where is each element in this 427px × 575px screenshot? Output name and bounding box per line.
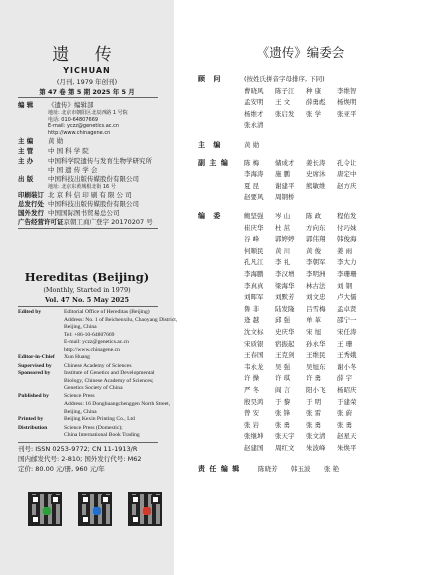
row-value: 黄 勋 [48, 137, 64, 146]
member-name: 刘文忠 [306, 293, 326, 302]
row-value: Editorial Office of Hereditas (Beijing) [64, 309, 150, 315]
qr-code [78, 492, 112, 526]
row-label: 广告经营许可证 [18, 218, 64, 227]
masthead-row-cn [18, 147, 89, 156]
qr-finder [131, 515, 140, 524]
member-name: 陈 政 [306, 212, 322, 220]
member-name: 王秀娥 [337, 351, 357, 360]
name-row [244, 120, 368, 132]
member-name: 谢建平 [275, 181, 295, 190]
name-row [244, 339, 368, 351]
name-row [244, 304, 368, 316]
name-row [244, 269, 368, 281]
member-name: 姜长涛 [306, 158, 326, 167]
masthead-row-en [18, 317, 177, 325]
name-row [244, 431, 368, 443]
row-value: Science Press [64, 392, 95, 399]
row-value: Chinese Academy of Sciences [64, 362, 132, 369]
name-row [244, 192, 368, 204]
row-label: 总发行处 [18, 200, 44, 209]
member-name: 王春国 [244, 351, 264, 360]
member-name: 施 鹏 [275, 170, 291, 179]
row-value: Xun Huang [64, 354, 90, 360]
board-members-names [244, 211, 368, 454]
member-name: 刘默芳 [275, 293, 295, 302]
member-name: 唐定中 [337, 170, 357, 179]
masthead-row-en [18, 339, 129, 347]
responsible-editors-names [258, 464, 357, 476]
member-name: 卢大儒 [337, 293, 357, 302]
masthead-row-en [18, 393, 95, 401]
name-row [244, 327, 368, 339]
member-name: 黄 勋 [244, 141, 260, 149]
row-value: http://www.chinagene.cn [64, 346, 120, 353]
row-value: 北 京 科 信 印 刷 有 限 公 司 [48, 191, 132, 200]
editor-address-line: 地址: 北京市朝阳区北辰西路 1 号院 [48, 110, 128, 116]
member-name: 鲍坚强 [244, 212, 264, 220]
member-name: 殷昊鸿 [244, 397, 264, 406]
member-name: 孔令让 [337, 158, 357, 167]
member-name: 许 勇 [306, 374, 322, 383]
name-row [244, 234, 368, 246]
row-value: Genetics Society of China [64, 385, 123, 391]
member-name: 郭伟翔 [306, 235, 326, 244]
row-value: Tel: +86-10-64807669 [64, 331, 115, 338]
member-name: 赵建国 [244, 443, 264, 452]
editor-address-line: http://www.chinagene.cn [48, 129, 111, 136]
member-name: 陆发隆 [275, 304, 295, 313]
member-name: 史席沐 [306, 170, 326, 179]
row-label: Printed by [18, 416, 44, 422]
member-name: 储成才 [275, 158, 295, 167]
postal-code-line: 国内邮发代号: 2-810; 国外发行代号: M62 [18, 454, 142, 463]
member-name: 李海涛 [244, 170, 264, 179]
qr-finder [31, 515, 40, 524]
divider [18, 306, 158, 307]
name-row [244, 158, 368, 170]
name-row [244, 169, 368, 181]
masthead-row-en [18, 432, 140, 440]
member-name: 杜 茁 [275, 223, 291, 232]
member-name: 宿振起 [275, 339, 295, 348]
issn-line: 刊号: ISSN 0253-9772; CN 11-1913/R [18, 444, 138, 453]
member-name: 于 黎 [275, 397, 291, 406]
publisher-address-line: 地址: 北京东黄城根北街 16 号 [48, 184, 116, 191]
name-row [244, 408, 368, 420]
member-name: 鲁 非 [244, 304, 260, 313]
row-value: China International Book Trading [64, 432, 140, 438]
member-name: 吴 强 [275, 362, 291, 371]
member-name: 陈子江 [275, 86, 295, 95]
member-name: 张 雷 [306, 409, 322, 418]
name-row [244, 97, 368, 109]
row-value: 京朝工商广登字 20170207 号 [63, 218, 153, 227]
name-row [244, 385, 368, 397]
qr-finder [31, 495, 40, 504]
member-name: 张 岩 [244, 420, 260, 429]
member-name: 夏 昆 [244, 181, 260, 190]
member-name: 韦永龙 [244, 362, 264, 371]
masthead-row-en [18, 370, 154, 378]
qr-center-logo [143, 507, 151, 515]
name-row [244, 362, 368, 374]
member-name: 张 勇 [306, 420, 322, 429]
journal-title-en: YICHUAN [63, 66, 111, 75]
member-name: 刘 钢 [337, 281, 353, 290]
row-label: Distribution [18, 424, 48, 431]
member-name: 张 蔚 [337, 409, 353, 418]
member-name: 张天宇 [275, 432, 295, 441]
row-label: 主 编 [18, 137, 34, 146]
member-name: 韩俊海 [337, 235, 357, 244]
member-name: 黄 川 [275, 246, 291, 255]
name-row [244, 257, 368, 269]
issue-info-cn: 第 47 卷 第 5 期 2025 年 5 月 [39, 88, 135, 96]
member-name: 单 革 [306, 316, 322, 325]
member-name: 宋 旭 [306, 327, 322, 336]
row-value: 《遗传》编辑部 [48, 101, 94, 109]
member-name: 李海鹏 [244, 269, 264, 278]
member-name: 赵星天 [337, 432, 357, 441]
member-name: 王克剑 [275, 351, 295, 360]
member-name: 许 琪 [275, 374, 291, 383]
member-name: 张继坤 [244, 432, 264, 441]
member-name: 宋质银 [244, 339, 264, 348]
member-name: 张 勇 [337, 420, 353, 429]
masthead-row-en [18, 416, 135, 424]
row-value: E-mail: yczz@genetics.ac.cn [64, 339, 129, 345]
row-value: 中 国 遗 传 学 会 [48, 166, 98, 175]
masthead-row-en [18, 332, 114, 340]
advisors-note: (按姓氏拼音字母排序, 下同) [244, 75, 325, 83]
member-name: 许 操 [244, 374, 260, 383]
name-row [244, 397, 368, 409]
row-value: Beijing, China [64, 408, 97, 415]
member-name: 韩玉波 [291, 464, 311, 473]
member-name: 杨昭庆 [337, 385, 357, 394]
qr-finder [81, 515, 90, 524]
member-name: 谷 峰 [244, 235, 260, 244]
member-name: 杨焕明 [337, 98, 357, 107]
journal-title-en-full: Hereditas (Beijing) [24, 270, 150, 284]
member-name: 张文清 [306, 432, 326, 441]
member-name: 王维民 [306, 351, 326, 360]
name-row [244, 315, 368, 327]
member-name: 林古法 [306, 281, 326, 290]
member-name: 黄 俊 [306, 246, 322, 255]
qr-finder [151, 495, 160, 504]
member-name: 何顺民 [244, 246, 264, 255]
member-name: 李珊珊 [337, 269, 357, 278]
member-name: 李汉增 [275, 269, 295, 278]
row-label: Edited by [18, 309, 42, 315]
member-name: 王 文 [275, 98, 291, 107]
divider [18, 228, 158, 229]
member-name: 张永清 [244, 121, 264, 130]
member-name: 杨维才 [244, 109, 264, 118]
member-name: 周红文 [275, 443, 295, 452]
row-value: 中国科技出版传媒股份有限公司 [48, 175, 139, 184]
masthead-row-en [18, 401, 170, 409]
chief-editor-label: 主 编 [198, 141, 224, 149]
row-value: 中国科学院遗传与发育生物学研究所 [48, 157, 152, 166]
member-name: 郭婷婷 [275, 235, 295, 244]
member-name: 李真真 [244, 281, 264, 290]
editor-address-line: 电话: 010-64807669 [48, 116, 99, 123]
row-label: Sponsored by [18, 370, 51, 376]
member-name: 赵要风 [244, 193, 264, 202]
member-name: 薛勇彪 [306, 98, 326, 107]
masthead-row-cn [18, 101, 94, 110]
member-name: 程佑发 [337, 212, 357, 220]
qr-finder [81, 495, 90, 504]
member-name: 方向东 [306, 223, 326, 232]
deputy-editors-label: 副 主 编 [198, 158, 229, 167]
name-row [258, 464, 357, 476]
member-name: 周钢桥 [275, 193, 295, 202]
member-name: 曾 安 [244, 409, 260, 418]
member-name: 于建荣 [337, 397, 357, 406]
member-name: 阳小飞 [306, 385, 326, 394]
deputy-editors-names [244, 158, 368, 204]
member-name: 付巧妹 [337, 223, 357, 232]
member-name: 邱 强 [275, 316, 291, 325]
member-name: 史庆华 [275, 327, 295, 336]
board-members-label: 编 委 [198, 212, 224, 220]
founding-note-en: (Monthly, Started in 1979) [43, 286, 131, 294]
member-name: 谢小冬 [337, 362, 357, 371]
masthead-row-en [18, 378, 154, 386]
row-label: Published by [18, 392, 49, 399]
row-label: Editor-in-Chief [18, 354, 55, 360]
member-name: 孔凡江 [244, 258, 264, 267]
row-label: 出 版 [18, 175, 34, 184]
qr-center-logo [93, 507, 101, 515]
name-row [244, 281, 368, 293]
row-value: Biology, Chinese Academy of Sciences; [64, 377, 154, 384]
member-name: 李大力 [337, 258, 357, 267]
member-name: 孟卓贤 [337, 304, 357, 313]
member-name: 曹晓风 [244, 86, 264, 95]
row-value: Address: 16 Donghuangchenggen North Street, [64, 401, 171, 407]
masthead-row-en [18, 385, 123, 393]
member-name: 吴旭东 [306, 362, 326, 371]
name-row [244, 292, 368, 304]
row-value: Institute of Genetics and Developmental [64, 370, 155, 376]
row-value: Beijing Kexin Printing Co., Ltd [64, 416, 135, 422]
divider [18, 442, 158, 443]
row-value: Science Press (Domestic); [64, 424, 123, 431]
member-name: 张 勇 [275, 420, 291, 429]
name-row [244, 140, 275, 152]
row-label: Supervised by [18, 362, 52, 369]
name-row [244, 86, 368, 98]
member-name: 李朝军 [306, 258, 326, 267]
name-row [244, 373, 368, 385]
masthead-row-en [18, 363, 132, 371]
name-row [244, 420, 368, 432]
masthead-row-en [18, 347, 120, 355]
row-label: 主 办 [18, 157, 34, 166]
qr-code [28, 492, 62, 526]
member-name: 孟安明 [244, 98, 264, 107]
member-name: 刘晖军 [244, 293, 264, 302]
member-name: 张亚平 [337, 109, 357, 118]
board-title: 《遗传》编委会 [256, 45, 345, 60]
row-label: 国外发行 [18, 209, 44, 218]
qr-code [128, 492, 162, 526]
masthead-row-cn [18, 218, 153, 227]
masthead-row-en [18, 409, 97, 417]
member-name: 王 珊 [337, 339, 353, 348]
qr-finder [51, 495, 60, 504]
member-name: 朱焕平 [337, 443, 357, 452]
editor-address-line: E-mail: yczz@genetics.ac.cn [48, 123, 120, 130]
row-value: Address: No. 1 of Beichenxilu, Chaoyang District, [64, 316, 178, 323]
founding-note-cn: (月刊, 1979 年创刊) [56, 78, 118, 86]
name-row [244, 181, 368, 193]
member-name: 严 冬 [244, 385, 260, 394]
qr-finder [101, 495, 110, 504]
row-label: 主 管 [18, 147, 34, 156]
masthead-row-en [18, 354, 90, 362]
masthead-row-en [18, 324, 97, 332]
advisors-label: 顾 问 [198, 75, 224, 83]
issue-info-en: Vol. 47 No. 5 May 2025 [44, 296, 130, 304]
member-name: 张启发 [275, 109, 295, 118]
row-value: 中国科技出版传媒股份有限公司 [48, 200, 139, 209]
row-label: 编 辑 [18, 101, 34, 109]
row-label: 印刷装订 [18, 191, 44, 200]
divider [18, 97, 158, 98]
member-name: 陈晓芳 [258, 464, 278, 473]
member-name: 逄 越 [244, 316, 260, 325]
name-row [244, 109, 368, 121]
member-name: 张 学 [306, 109, 322, 118]
name-row [244, 443, 368, 455]
member-name: 孙永华 [306, 339, 326, 348]
qr-finder [131, 495, 140, 504]
price-line: 定价: 80.00 元/册, 960 元/年 [18, 464, 105, 473]
member-name: 张 锋 [275, 409, 291, 418]
name-row [244, 350, 368, 362]
member-name: 薛 宇 [337, 374, 353, 383]
row-value: 中国国际图书贸易总公司 [48, 209, 120, 218]
member-name: 吕雪梅 [306, 304, 326, 313]
member-name: 李 礼 [275, 258, 291, 267]
member-name: 朱波峰 [306, 443, 326, 452]
member-name: 李明洲 [306, 269, 326, 278]
member-name: 邵宁一 [337, 316, 357, 325]
masthead-row-en [18, 309, 150, 317]
member-name: 熊敏维 [306, 181, 326, 190]
qr-center-logo [43, 507, 51, 515]
member-name: 陈 梅 [244, 158, 260, 167]
member-name: 岑 山 [275, 212, 291, 220]
chief-editor-names [244, 140, 275, 152]
name-row [244, 223, 368, 235]
member-name: 梁海华 [275, 281, 295, 290]
row-value: Beijing, China [64, 324, 97, 330]
member-name: 沈文标 [244, 327, 264, 336]
member-name: 崔庆华 [244, 223, 264, 232]
name-row [244, 211, 368, 223]
advisors-names [244, 86, 368, 132]
member-name: 种 康 [306, 86, 322, 95]
row-value: 中 国 科 学 院 [48, 147, 89, 156]
member-name: 李维智 [337, 86, 357, 95]
responsible-editors-label: 责 任 编 辑 [198, 464, 241, 473]
member-name: 阎 言 [275, 385, 291, 394]
masthead-row-cn [18, 137, 63, 146]
masthead-row-en [18, 425, 123, 433]
member-name: 张 艳 [324, 464, 340, 473]
member-name: 姜 雨 [337, 246, 353, 255]
member-name: 赵方庆 [337, 181, 357, 190]
member-name: 于 明 [306, 397, 322, 406]
name-row [244, 246, 368, 258]
journal-logo-cn: 遗 传 [52, 45, 122, 65]
member-name: 宋任涛 [337, 327, 357, 336]
